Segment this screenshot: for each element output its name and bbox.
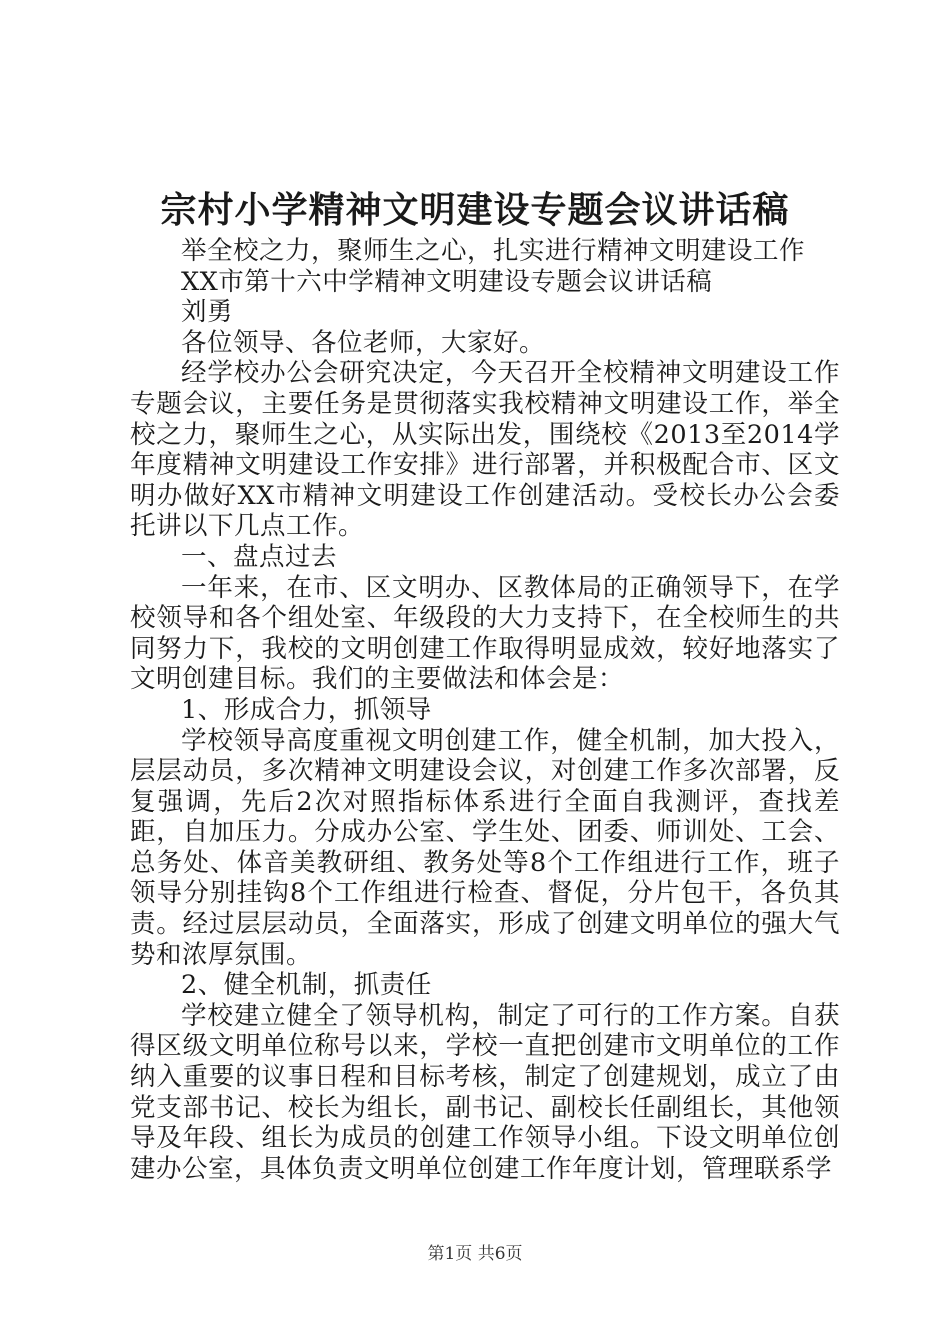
document-title: 宗村小学精神文明建设专题会议讲话稿 bbox=[160, 189, 790, 231]
paragraph-alt-title: XX市第十六中学精神文明建设专题会议讲话稿 bbox=[181, 266, 713, 297]
paragraph-intro: 经学校办公会研究决定，今天召开全校精神文明建设工作专题会议，主要任务是贯彻落实我校精神文明建设工作，举全校之力，聚师生之心，从实际出发，围绕校《2013至2014学年度精神文明建设工作安排》进行部署，并积极配合市、区文明办做好XX市精神文明建设工作创建活动。受校长办公会委托讲以下几点工作。 bbox=[130, 358, 840, 542]
paragraph-leadership: 学校领导高度重视文明创建工作，健全机制，加大投入，层层动员，多次精神文明建设会议，对创建工作多次部署，反复强调，先后2次对照指标体系进行全面自我测评，查找差距，自加压力。分成办公室、学生处、团委、师训处、工会、总务处、体音美教研组、教务处等8个工作组进行工作，班子领导分别挂钩8个工作组进行检查、督促，分片包干，各负其责。经过层层动员，全面落实，形成了创建文明单位的强大气势和浓厚氛围。 bbox=[130, 725, 840, 970]
paragraph-greeting: 各位领导、各位老师，大家好。 bbox=[181, 327, 546, 358]
document-body bbox=[130, 236, 840, 1184]
subsection-heading: 2、健全机制，抓责任 bbox=[181, 970, 432, 1001]
paragraph-review: 一年来，在市、区文明办、区教体局的正确领导下，在学校领导和各个组处室、年级段的大力支持下，在全校师生的共同努力下，我校的文明创建工作取得明显成效，较好地落实了文明创建目标。我们的主要做法和体会是： bbox=[130, 572, 840, 695]
page-number: 第1页 共6页 bbox=[427, 1244, 523, 1264]
paragraph-subtitle: 举全校之力，聚师生之心，扎实进行精神文明建设工作 bbox=[181, 236, 806, 266]
subsection-heading: 1、形成合力，抓领导 bbox=[181, 694, 432, 725]
section-heading: 一、盘点过去 bbox=[181, 541, 338, 572]
paragraph-mechanism: 学校建立健全了领导机构，制定了可行的工作方案。自获得区级文明单位称号以来，学校一直把创建市文明单位的工作纳入重要的议事日程和目标考核，制定了创建规划，成立了由党支部书记、校长为组长，副书记、副校长任副组长，其他领导及年段、组长为成员的创建工作领导小组。下设文明单位创建办公室，具体负责文明单位创建工作年度计划，管理联系学 bbox=[130, 1000, 840, 1184]
paragraph-author: 刘勇 bbox=[181, 297, 234, 328]
